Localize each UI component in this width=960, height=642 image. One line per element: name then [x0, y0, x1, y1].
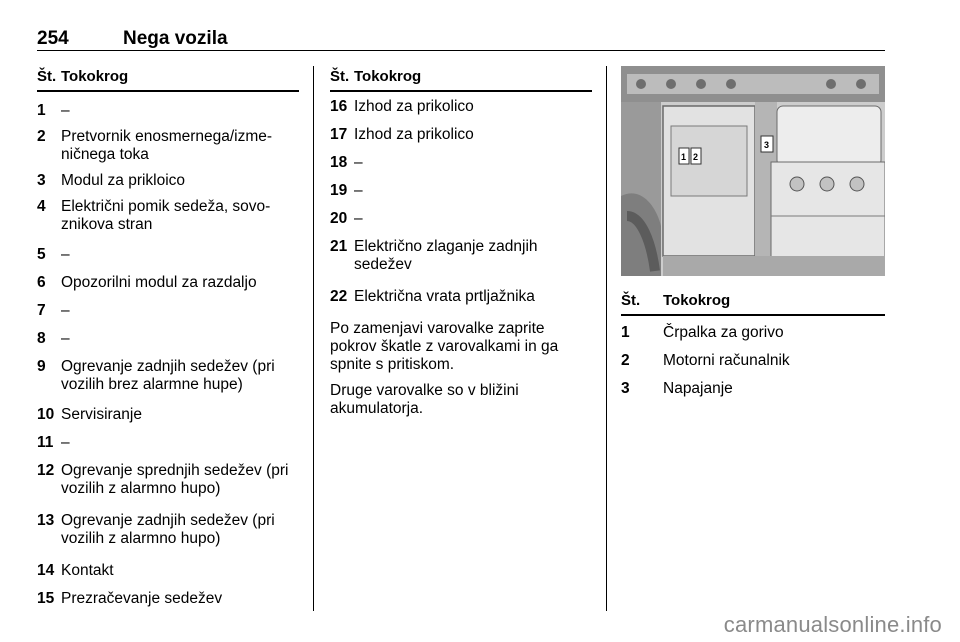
header-rule — [37, 50, 885, 51]
fuse-box-drawing — [621, 66, 885, 276]
header-circuit: Tokokrog — [663, 292, 731, 309]
callout-3: 3 — [764, 140, 770, 150]
fuse-table-middle — [330, 66, 592, 418]
table-row: 2 Pretvornik enosmernega/izme-ničnega toka — [37, 128, 273, 163]
table-row: 13 Ogrevanje zadnjih sedežev (pri vozilih z alarmno hupo) — [37, 512, 275, 547]
table-row: 21 Električno zlaganje zadnjih sedežev — [330, 238, 538, 273]
fuse-box-illustration — [621, 66, 885, 276]
table-row: 3 Modul za prikloico — [37, 172, 186, 189]
table-row: 16 Izhod za prikolico — [330, 98, 474, 115]
fuse-table-left — [37, 66, 299, 608]
column-divider — [313, 66, 314, 611]
header-number: Št. — [37, 68, 57, 85]
table-row: 11 – — [37, 434, 70, 451]
table-row: 4 Električni pomik sedeža, sovo-znikova stran — [37, 198, 271, 233]
table-row: 12 Ogrevanje sprednjih sedežev (pri vozilih z alarmno hupo) — [37, 462, 289, 497]
header-number: Št. — [330, 68, 350, 85]
table-row: 6 Opozorilni modul za razdaljo — [37, 274, 257, 291]
table-header — [621, 290, 885, 316]
header-circuit: Tokokrog — [61, 68, 129, 85]
table-row: 3 Napajanje — [621, 380, 733, 397]
table-row: 9 Ogrevanje zadnjih sedežev (pri vozilih brez alarmne hupe) — [37, 358, 275, 393]
page-number: 254 — [37, 28, 69, 49]
table-row: 15 Prezračevanje sedežev — [37, 590, 223, 607]
header-number: Št. — [621, 292, 641, 309]
table-header — [37, 66, 299, 92]
page-header — [37, 28, 885, 50]
callout-2: 2 — [693, 152, 699, 162]
table-row: 20 – — [330, 210, 363, 227]
paragraph: Po zamenjavi varovalke zaprite pokrov škatle z varovalkami in ga spnite s pritiskom. — [330, 320, 559, 373]
table-row: 14 Kontakt — [37, 562, 114, 579]
table-row: 19 – — [330, 182, 363, 199]
paragraph: Druge varovalke so v bližini akumulatorja. — [330, 382, 519, 417]
table-row: 2 Motorni računalnik — [621, 352, 790, 369]
column-divider — [606, 66, 607, 611]
table-row: 8 – — [37, 330, 70, 347]
table-row: 10 Servisiranje — [37, 406, 142, 423]
fuse-table-right — [621, 66, 885, 398]
page-title: Nega vozila — [123, 28, 228, 49]
header-circuit: Tokokrog — [354, 68, 422, 85]
table-row: 22 Električna vrata prtljažnika — [330, 288, 535, 305]
table-row: 17 Izhod za prikolico — [330, 126, 474, 143]
table-row: 18 – — [330, 154, 363, 171]
callout-1: 1 — [681, 152, 687, 162]
table-row: 5 – — [37, 246, 70, 263]
watermark: carmanualsonline.info — [723, 612, 942, 637]
fuse-list — [37, 102, 299, 608]
fuse-list — [330, 98, 592, 306]
table-row: 1 – — [37, 102, 70, 119]
table-row: 1 Črpalka za gorivo — [621, 324, 784, 341]
fuse-list — [621, 324, 885, 398]
table-row: 7 – — [37, 302, 70, 319]
table-header — [330, 66, 592, 92]
